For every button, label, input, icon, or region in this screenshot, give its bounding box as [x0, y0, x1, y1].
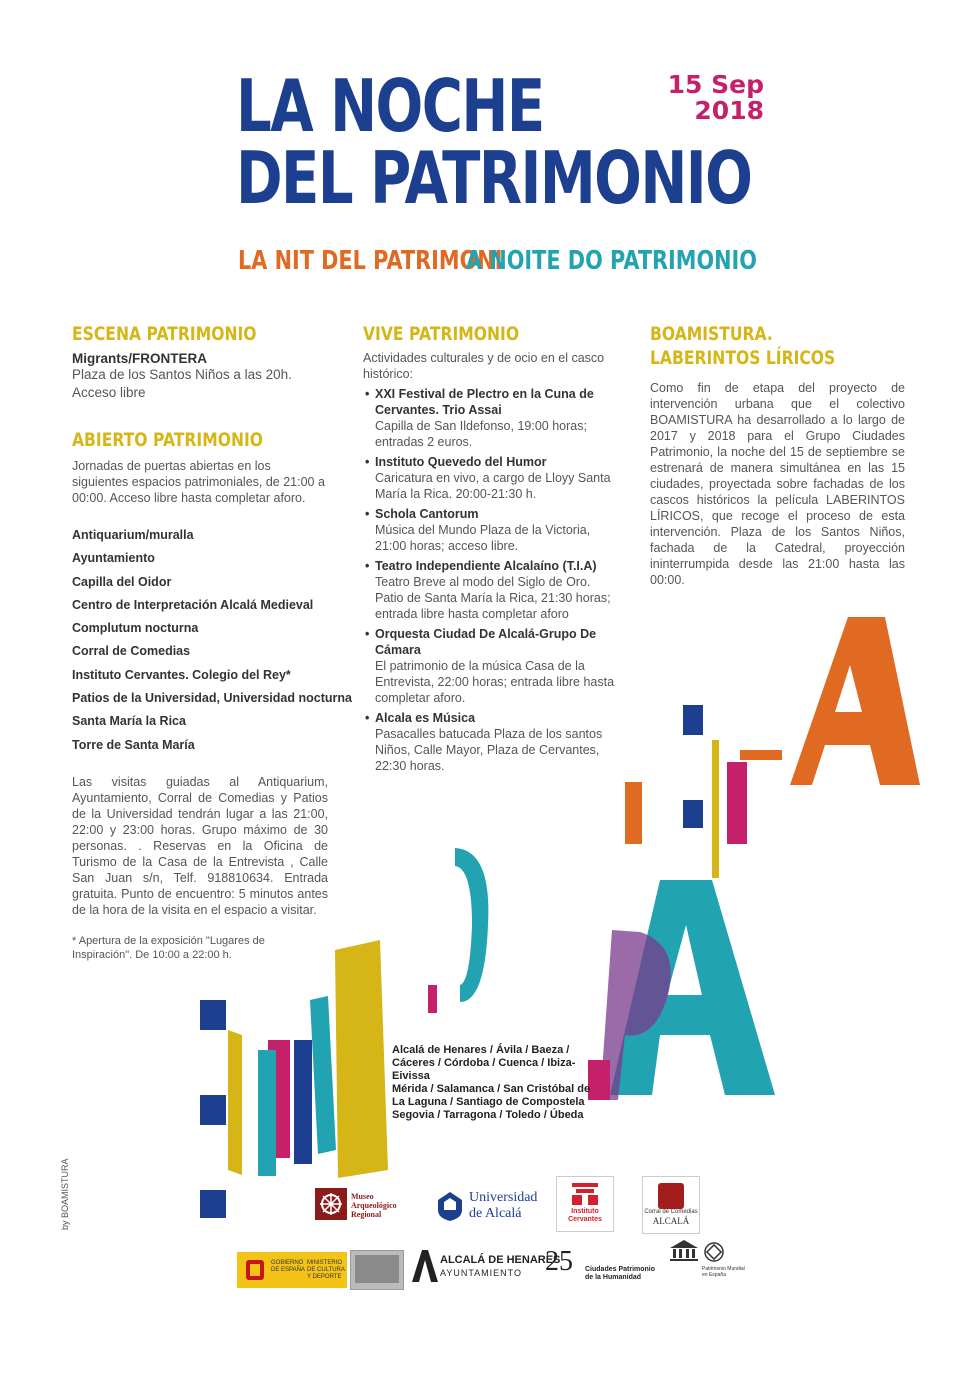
- vive-item-title: Alcala es Música: [375, 711, 476, 725]
- shape-navy-2: [683, 800, 703, 828]
- list-item: Capilla del Oidor: [72, 574, 172, 589]
- shape-magenta-3: [428, 985, 437, 1013]
- date-year: 2018: [694, 96, 764, 125]
- cervantes-emblem-icon: [572, 1183, 598, 1205]
- heritage-year-icon: [355, 1255, 399, 1283]
- design-credit: by BOAMISTURA: [60, 1158, 70, 1230]
- universidad-line-2: de Alcalá: [469, 1206, 522, 1221]
- museo-logo: [315, 1188, 410, 1224]
- list-item: Ayuntamiento: [72, 551, 155, 566]
- bullet-icon: •: [365, 559, 370, 573]
- universidad-logo: [435, 1190, 550, 1224]
- vive-item-detail: Caricatura en vivo, a cargo de Lloyy Santa María la Rica. 20:00-21:30 h.: [375, 471, 611, 501]
- gobierno-text: GOBIERNO DE ESPAÑA: [271, 1260, 305, 1273]
- title-line-2: DEL PATRIMONIO: [236, 136, 752, 220]
- world-heritage-logo: [702, 1242, 750, 1288]
- cities-line: Segovia / Tarragona / Toledo / Úbeda: [392, 1109, 584, 1121]
- museo-name: Museo Arqueológico Regional: [351, 1192, 397, 1219]
- cities-line: Cáceres / Córdoba / Cuenca / Ibiza-Eivissa: [392, 1057, 576, 1082]
- cervantes-name: Instituto Cervantes: [568, 1208, 602, 1223]
- shape-navy-3: [200, 1000, 226, 1030]
- letter-c-teal: [455, 848, 488, 1002]
- ayuntamiento-a-icon: [412, 1250, 438, 1282]
- escena-access: Acceso libre: [72, 385, 146, 400]
- list-item: [363, 386, 619, 450]
- spain-coat-of-arms-icon: [243, 1256, 267, 1284]
- universidad-name: [469, 1190, 537, 1222]
- world-heritage-text: Patrimonio Mundial en España: [702, 1266, 745, 1278]
- escena-event: Migrants/FRONTERA: [72, 351, 207, 366]
- subtitle-catalan: LA NIT DEL PATRIMONI: [238, 246, 503, 276]
- vive-item-title: Instituto Quevedo del Humor: [375, 455, 547, 469]
- list-item: [363, 558, 619, 622]
- vive-item-detail: Teatro Breve al modo del Siglo de Oro. Patio de Santa María la Rica, 21:30 horas; entrada libre hasta completar aforo: [375, 575, 611, 621]
- vive-item-title: Teatro Independiente Alcalaíno (T.I.A): [375, 559, 597, 573]
- shape-teal-1: [258, 1050, 276, 1176]
- gobierno-logo: [237, 1252, 347, 1288]
- abierto-intro: Jornadas de puertas abiertas en los siguientes espacios patrimoniales, de 21:00 a 00:00. Acceso libre hasta completar aforo.: [72, 459, 325, 505]
- vive-item-detail: Capilla de San Ildefonso, 19:00 horas; entradas 2 euros.: [375, 419, 587, 449]
- list-item: Santa María la Rica: [72, 714, 186, 729]
- shape-orange-1: [625, 782, 642, 844]
- bullet-icon: •: [365, 711, 370, 725]
- universidad-line-1: Universidad: [469, 1190, 538, 1205]
- bullet-icon: •: [365, 455, 370, 469]
- abierto-heading: ABIERTO PATRIMONIO: [72, 429, 264, 451]
- escena-heading: ESCENA PATRIMONIO: [72, 323, 257, 345]
- list-item: Patios de la Universidad, Universidad nocturna: [72, 691, 352, 706]
- shape-magenta-1: [727, 762, 747, 844]
- vive-item-detail: El patrimonio de la música Casa de la Entrevista, 22:00 horas; entrada libre hasta completar aforo.: [375, 659, 615, 705]
- vive-item-title: Orquesta Ciudad De Alcalá-Grupo De Cámara: [375, 627, 597, 657]
- list-item: [363, 506, 619, 554]
- boamistura-text: Como fin de etapa del proyecto de intervención urbana que el colectivo BOAMISTURA ha desarrollado a lo largo de 2017 y 2018 para el Grupo Ciudades Patrimonio, la noche del 15 de septiembre se estrenará de manera simultánea en las 15 ciudades, proyectada sobre fachadas de los cascos históricos la película LABERINTOS LÍRICOS, que recoge el proceso de esta intervención. Plaza de los Santos Niños, fachada de la Catedral, proyección ininterrumpida desde las 21:00 hasta las 00:00.: [650, 381, 905, 587]
- list-item: Torre de Santa María: [72, 737, 195, 752]
- guided-visits-info: Las visitas guiadas al Antiquarium, Ayuntamiento, Corral de Comedias y Patios de la Universidad tendrán lugar a las 21:00, 22:00 y 23:00 horas. Grupo máximo de 30 personas. . Reservas en la Oficina de Turismo de la Casa de la Entrevista , Calle San Juan s/n, Telf. 918810634. Entrada gratuita. Punto de encuentro: 5 minutos antes de la hora de la visita en el espacio a visitar.: [72, 775, 328, 917]
- corral-logo: [642, 1176, 700, 1234]
- vive-item-detail: Música del Mundo Plaza de la Victoria, 21:00 horas; acceso libre.: [375, 523, 591, 553]
- vive-heading: VIVE PATRIMONIO: [363, 323, 520, 345]
- cities-line: Alcalá de Henares / Ávila / Baeza /: [392, 1044, 570, 1056]
- shape-yellow-3: [335, 940, 388, 1178]
- list-item: [363, 626, 619, 706]
- vive-item-title: XXI Festival de Plectro en la Cuna de Cervantes. Trio Assai: [375, 387, 594, 417]
- cities-line: La Laguna / Santiago de Compostela: [392, 1096, 585, 1108]
- vive-item-detail: Pasacalles batucada Plaza de los santos Niños, Calle Mayor, Plaza de Cervantes, 22:30 horas.: [375, 727, 603, 773]
- shape-yellow-1: [712, 740, 719, 878]
- letter-a-orange: [790, 617, 920, 785]
- list-item: [363, 454, 619, 502]
- bullet-icon: •: [365, 387, 370, 401]
- list-item: Corral de Comedias: [72, 644, 191, 659]
- ciudades-anniversary: 25: [545, 1246, 573, 1277]
- list-item: Instituto Cervantes. Colegio del Rey*: [72, 667, 291, 682]
- list-item: Antiquarium/muralla: [72, 528, 194, 542]
- corral-emblem-icon: [658, 1183, 684, 1209]
- bullet-icon: •: [365, 627, 370, 641]
- shape-navy-5: [200, 1190, 226, 1218]
- abierto-section: [72, 428, 328, 506]
- unesco-logo: [668, 1238, 700, 1288]
- event-date: [668, 72, 764, 124]
- list-item: Centro de Interpretación Alcalá Medieval: [72, 597, 314, 612]
- bullet-icon: •: [365, 507, 370, 521]
- shape-yellow-2: [228, 1030, 242, 1175]
- ciudades-patrimonio-logo: [545, 1246, 663, 1286]
- title-line-1: LA NOCHE: [236, 64, 544, 148]
- university-crest-icon: [435, 1190, 465, 1222]
- shape-navy-6: [294, 1040, 312, 1164]
- heritage-cities-list: [392, 1044, 592, 1122]
- shape-navy-4: [200, 1095, 226, 1125]
- boamistura-heading-1: BOAMISTURA.: [650, 323, 773, 345]
- unesco-temple-icon: [668, 1238, 700, 1262]
- escena-place: Plaza de los Santos Niños a las 20h.: [72, 367, 292, 382]
- ministerio-text: MINISTERIO DE CULTURA Y DEPORTE: [307, 1260, 345, 1280]
- ayuntamiento-name-2: AYUNTAMIENTO: [440, 1268, 523, 1278]
- corral-name-2: ALCALÁ: [652, 1216, 690, 1226]
- shape-orange-2: [740, 750, 782, 760]
- list-item: [363, 710, 619, 774]
- shape-teal-2: [310, 996, 336, 1154]
- date-day: 15 Sep: [667, 70, 764, 99]
- escena-section: [72, 322, 328, 402]
- vive-intro: Actividades culturales y de ocio en el casco histórico:: [363, 351, 605, 381]
- vive-item-title: Schola Cantorum: [375, 507, 479, 521]
- world-heritage-emblem-icon: [704, 1242, 724, 1262]
- ayuntamiento-name-1: ALCALÁ DE HENARES: [440, 1254, 561, 1266]
- shape-navy-1: [683, 705, 703, 735]
- ciudades-line-1: Ciudades Patrimonio: [585, 1266, 656, 1273]
- exhibition-note: * Apertura de la exposición "Lugares de Inspiración". De 10:00 a 22:00 h.: [72, 935, 265, 961]
- heritage-year-logo: [350, 1250, 404, 1290]
- vive-section: [363, 322, 619, 774]
- cities-line: Mérida / Salamanca / San Cristóbal de: [392, 1083, 591, 1095]
- boamistura-heading-2: LABERINTOS LÍRICOS: [650, 347, 836, 369]
- ciudades-line-2: de la Humanidad: [585, 1274, 642, 1281]
- boamistura-section: [650, 322, 905, 588]
- museo-emblem-icon: [315, 1188, 347, 1220]
- subtitle-galician: A NOITE DO PATRIMONIO: [466, 246, 757, 276]
- abierto-places-list: [72, 528, 352, 761]
- cervantes-logo: [556, 1176, 614, 1232]
- ciudades-name: [585, 1266, 655, 1282]
- corral-name-1: Corral de Comedias: [644, 1209, 698, 1215]
- list-item: Complutum nocturna: [72, 621, 199, 636]
